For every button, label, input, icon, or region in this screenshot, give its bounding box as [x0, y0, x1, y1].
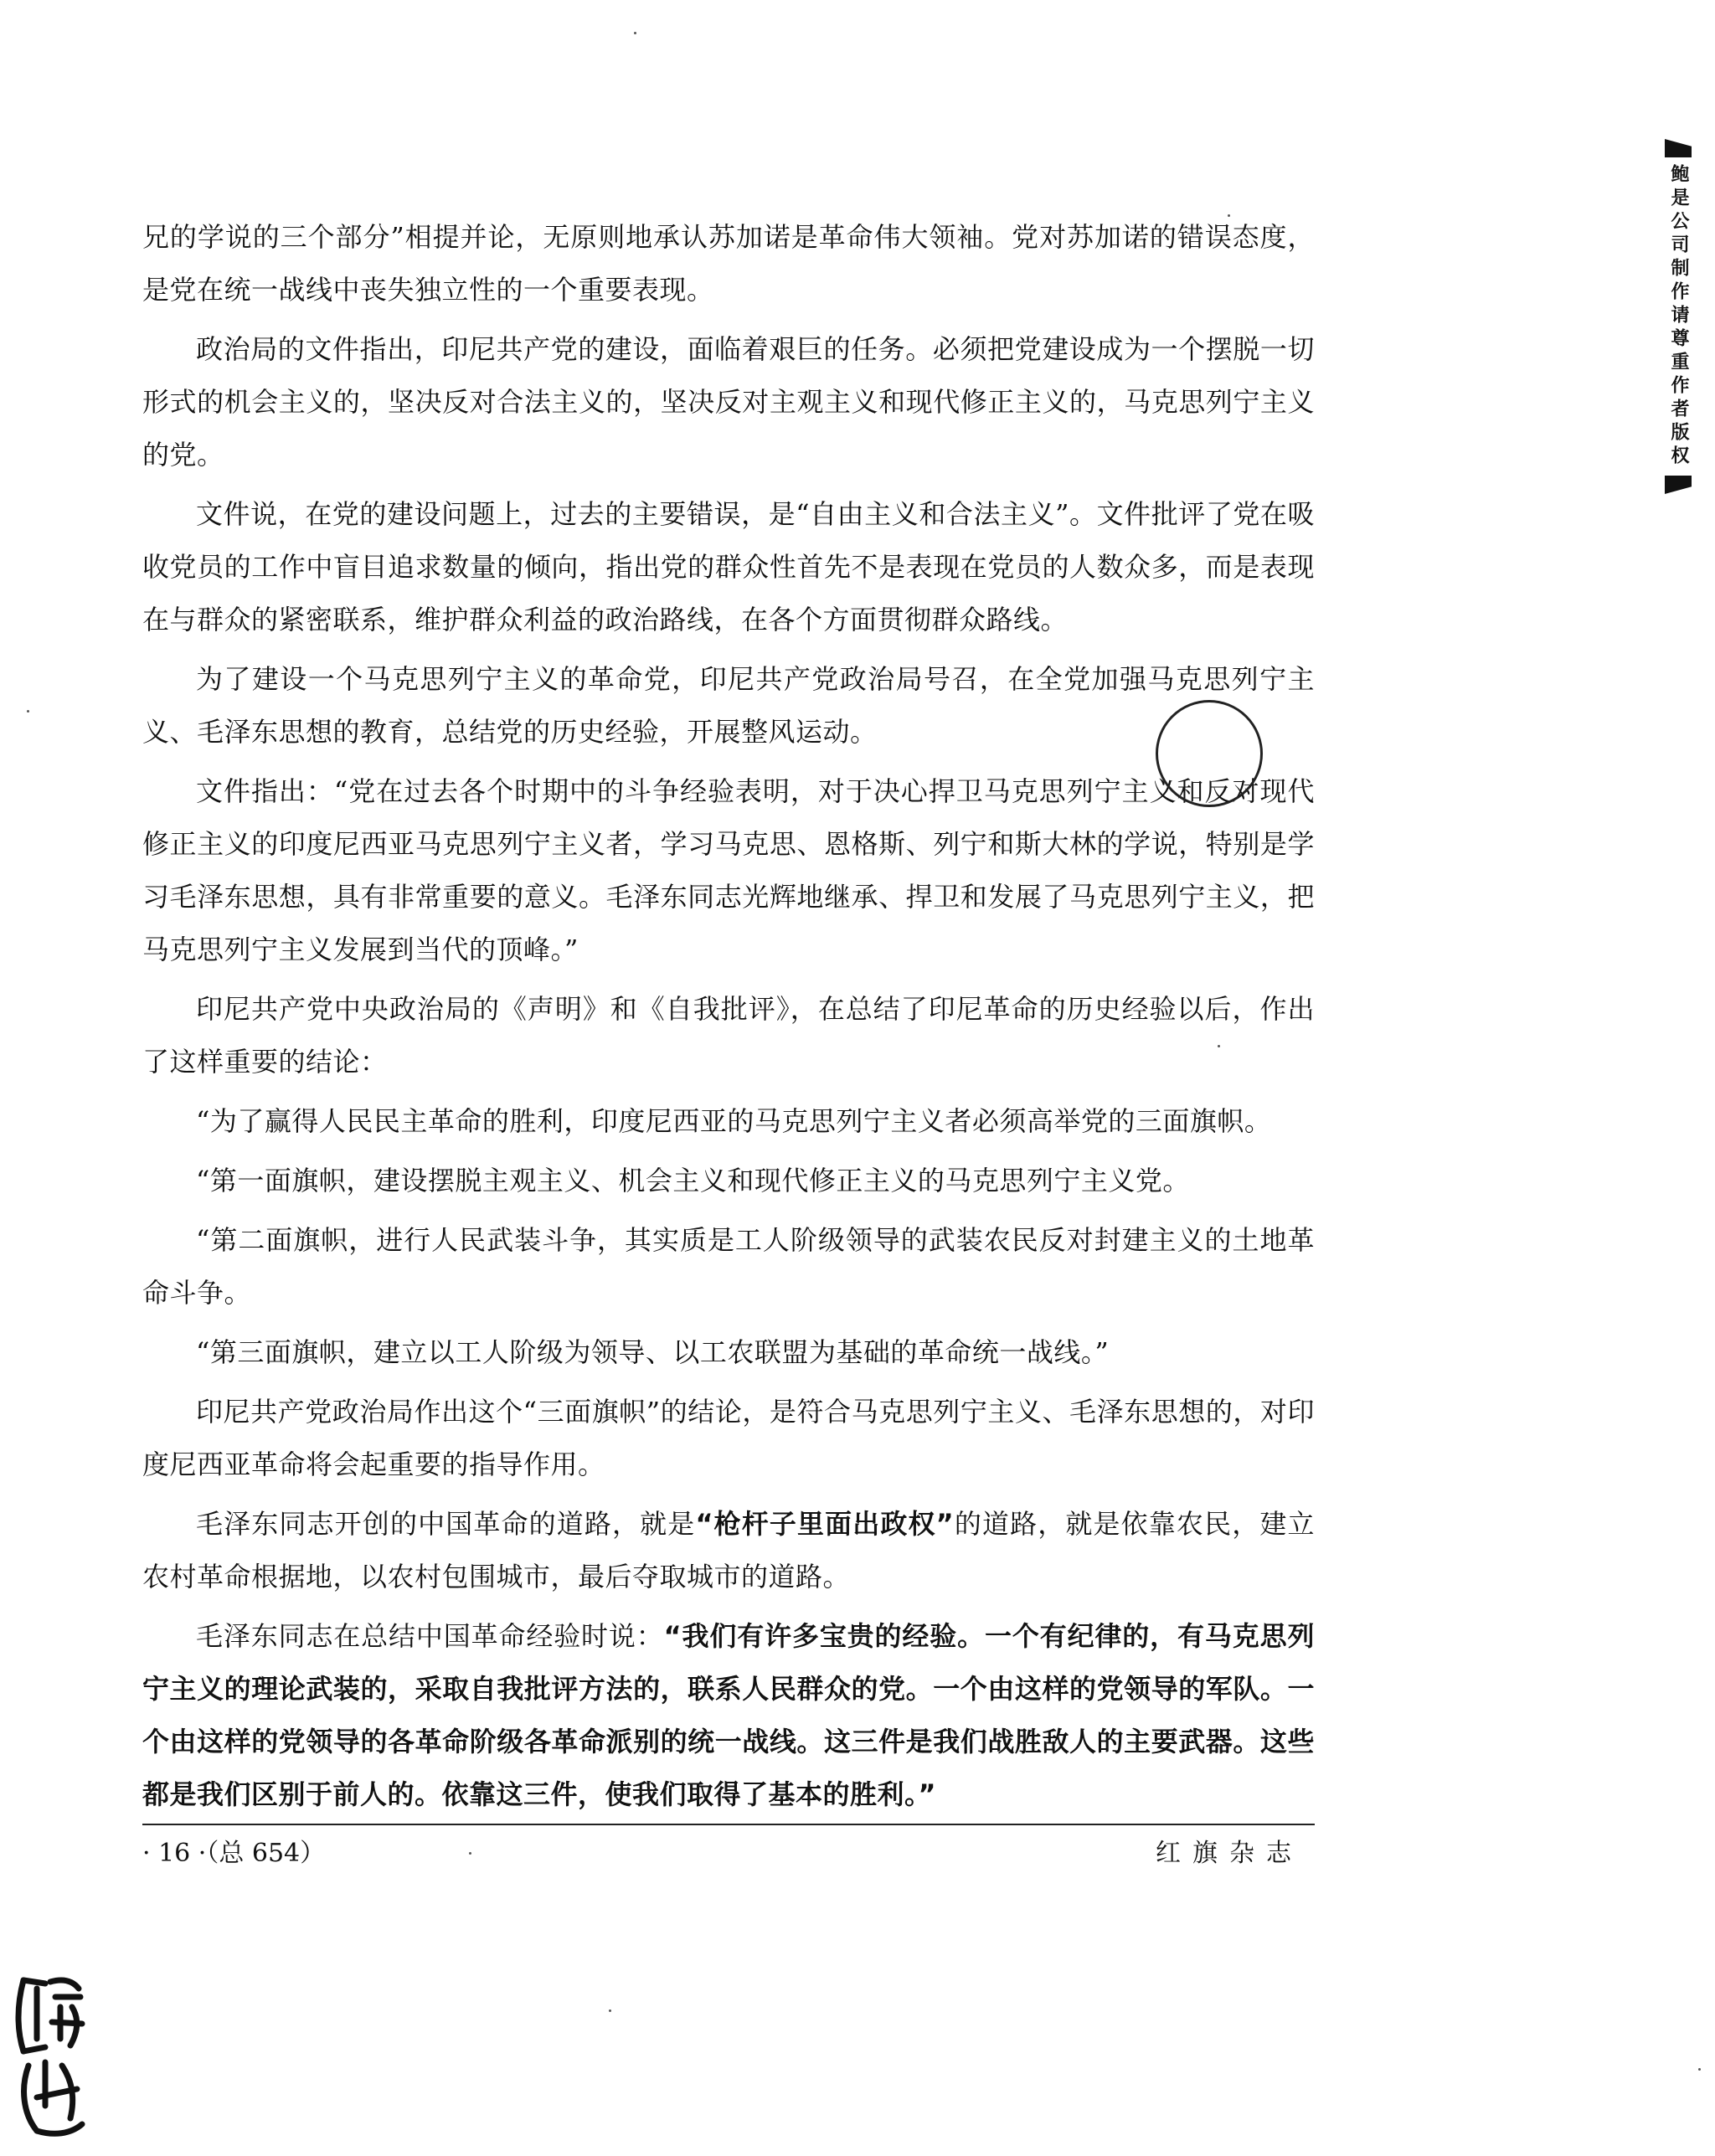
paragraph — [142, 1214, 1315, 1320]
paragraph-text: “第二面旗帜，进行人民武装斗争，其实质是工人阶级领导的武装农民反对封建主义的土地革命斗争。 — [142, 1224, 1315, 1309]
paragraph — [142, 1498, 1315, 1603]
footer-journal-name: 红旗杂志 — [1156, 1839, 1303, 1868]
paragraph — [142, 1095, 1315, 1148]
footer-divider — [142, 1824, 1315, 1825]
footer-page-number: · 16 ·（总 654） — [142, 1839, 326, 1868]
paragraph — [142, 1155, 1315, 1207]
paragraph-text: 毛泽东同志开创的中国革命的道路，就是 — [196, 1508, 696, 1540]
paragraph-text: 印尼共产党中央政治局的《声明》和《自我批评》，在总结了印尼革命的历史经验以后，作出了这样重要的结论： — [142, 993, 1315, 1078]
bold-quote-text: “枪杆子里面出政权” — [695, 1508, 955, 1540]
paragraph-text: “第三面旗帜，建立以工人阶级为领导、以工农联盟为基础的革命统一战线。” — [196, 1336, 1110, 1368]
paragraph — [142, 1386, 1315, 1491]
paragraph — [142, 1326, 1315, 1379]
paragraph-text: 为了建设一个马克思列宁主义的革命党，印尼共产党政治局号召，在全党加强马克思列宁主义、毛泽东思想的教育，总结党的历史经验，开展整风运动。 — [142, 663, 1315, 748]
paragraph — [142, 211, 1315, 316]
paragraph — [142, 765, 1315, 976]
article-body — [142, 211, 1315, 1828]
scan-speck — [1218, 1045, 1220, 1047]
paragraph-text: 毛泽东同志在总结中国革命经验时说： — [196, 1620, 664, 1652]
paragraph-text: 印尼共产党政治局作出这个“三面旗帜”的结论，是符合马克思列宁主义、毛泽东思想的，对印度尼西亚革命将会起重要的指导作用。 — [142, 1396, 1315, 1480]
scan-speck — [27, 710, 29, 713]
paragraph-text: 的道路，就是依靠农民，建立农村革命根据地，以农村包围城市，最后夺取城市的道路。 — [142, 1508, 1315, 1593]
side-strip-bottom-bar — [1665, 476, 1692, 494]
paragraph-text: “第一面旗帜，建设摆脱主观主义、机会主义和现代修正主义的马克思列宁主义党。 — [196, 1165, 1190, 1196]
scan-speck — [634, 32, 636, 34]
side-strip-top-bar — [1665, 139, 1692, 157]
scan-speck — [1698, 2068, 1701, 2071]
paragraph — [142, 653, 1315, 759]
side-copyright-label: 鲍是公司制作请尊重作者版权 — [1668, 164, 1689, 469]
paragraph — [142, 1610, 1315, 1821]
scan-speck — [609, 2009, 611, 2012]
paragraph-text: 政治局的文件指出，印尼共产党的建设，面临着艰巨的任务。必须把党建设成为一个摆脱一切形式的机会主义的，坚决反对合法主义的，坚决反对主观主义和现代修正主义的，马克思列宁主义的党。 — [142, 333, 1315, 471]
circle-annotation — [1156, 700, 1263, 807]
paragraph-text: 文件说，在党的建设问题上，过去的主要错误，是“自由主义和合法主义”。文件批评了党在吸收党员的工作中盲目追求数量的倾向，指出党的群众性首先不是表现在党员的人数众多，而是表现在与群众的紧密联系，维护群众利益的政治路线，在各个方面贯彻群众路线。 — [142, 498, 1315, 635]
side-copyright-strip — [1665, 139, 1698, 494]
seal-stamp-icon — [12, 1972, 89, 2139]
scan-speck — [1228, 214, 1230, 217]
paragraph — [142, 983, 1315, 1088]
scan-speck — [469, 1852, 471, 1855]
bold-quote-text: “我们有许多宝贵的经验。一个有纪律的，有马克思列宁主义的理论武装的，采取自我批评方法的，联系人民群众的党。一个由这样的党领导的军队。一个由这样的党领导的各革命阶级各革命派别的统一战线。这三件是我们战胜敌人的主要武器。这些都是我们区别于前人的。依靠这三件，使我们取得了基本的胜利。” — [142, 1620, 1315, 1810]
paragraph-text: 文件指出：“党在过去各个时期中的斗争经验表明，对于决心捍卫马克思列宁主义和反对现代修正主义的印度尼西亚马克思列宁主义者，学习马克思、恩格斯、列宁和斯大林的学说，特别是学习毛泽东思想，具有非常重要的意义。毛泽东同志光辉地继承、捍卫和发展了马克思列宁主义，把马克思列宁主义发展到当代的顶峰。” — [142, 775, 1315, 965]
paragraph — [142, 488, 1315, 646]
paragraph-text: “为了赢得人民民主革命的胜利，印度尼西亚的马克思列宁主义者必须高举党的三面旗帜。 — [196, 1105, 1272, 1137]
paragraph-text: 兄的学说的三个部分”相提并论，无原则地承认苏加诺是革命伟大领袖。党对苏加诺的错误态度，是党在统一战线中丧失独立性的一个重要表现。 — [142, 221, 1315, 306]
paragraph — [142, 323, 1315, 481]
